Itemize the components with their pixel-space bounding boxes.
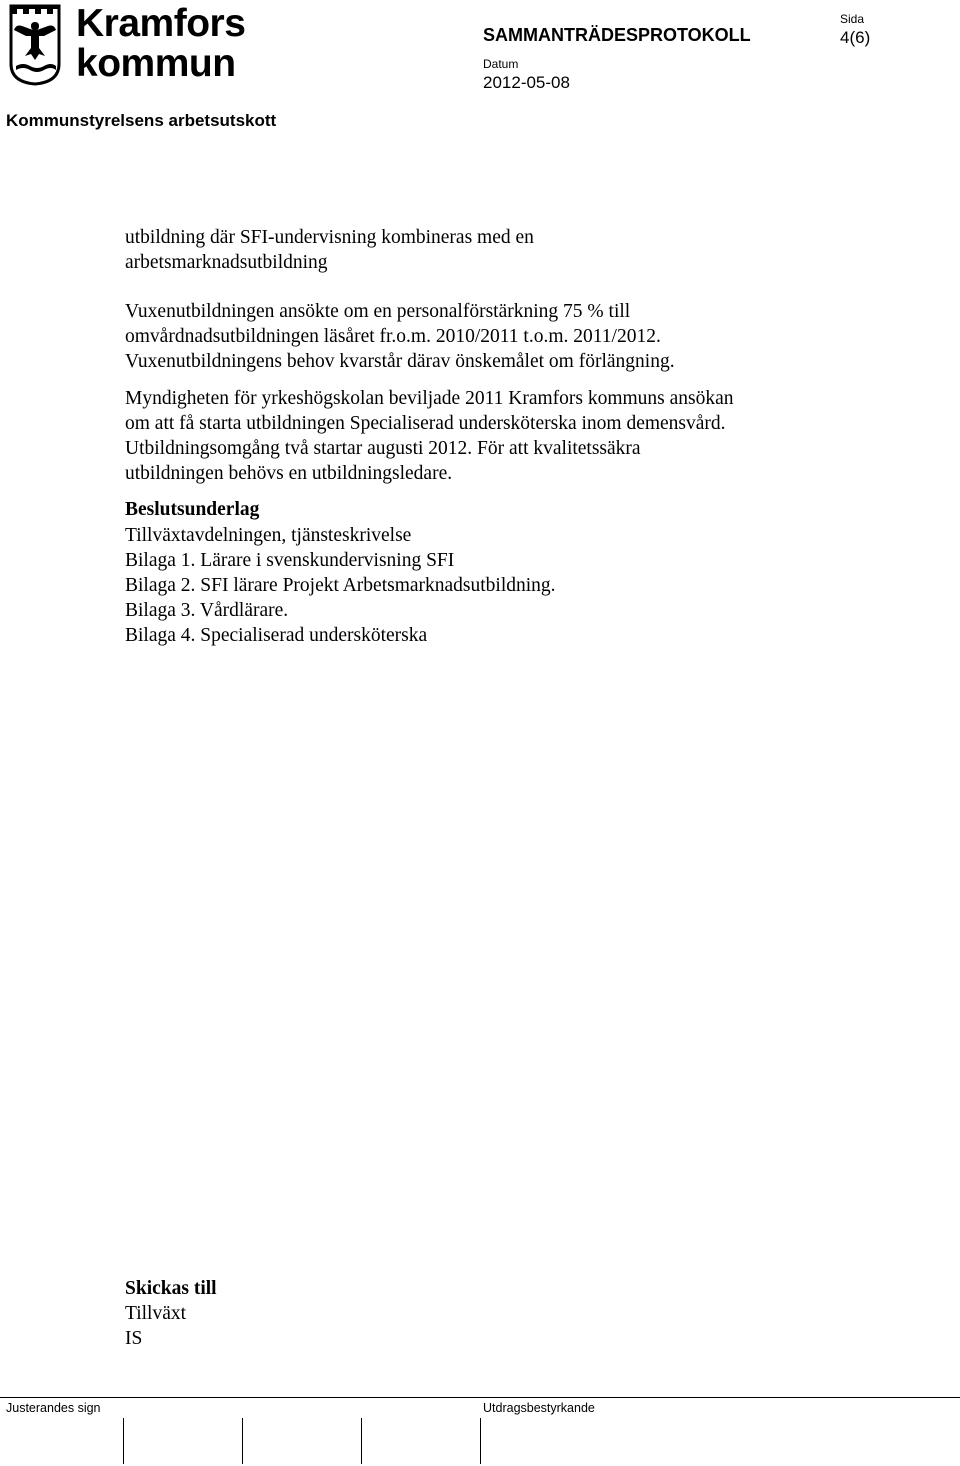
body-text-line: utbildningen behövs en utbildningsledare. — [125, 463, 453, 484]
beslutsunderlag-item: Bilaga 3. Vårdlärare. — [125, 600, 289, 621]
date-label: Datum — [483, 57, 519, 71]
body-text-line: Vuxenutbildningen ansökte om en personalförstärkning 75 % till — [125, 301, 631, 322]
body-text-line: Myndigheten för yrkeshögskolan beviljade 2011 Kramfors kommuns ansökan — [125, 388, 734, 409]
signature-box-divider — [361, 1418, 362, 1464]
beslutsunderlag-item: Bilaga 4. Specialiserad undersköterska — [125, 625, 428, 646]
beslutsunderlag-item: Bilaga 1. Lärare i svenskundervisning SFI — [125, 550, 455, 571]
logo-text-line2: kommun — [76, 42, 236, 85]
body-text-line: arbetsmarknadsutbildning — [125, 252, 328, 273]
beslutsunderlag-heading: Beslutsunderlag — [125, 499, 260, 520]
committee-name: Kommunstyrelsens arbetsutskott — [6, 111, 277, 130]
date-value: 2012-05-08 — [483, 73, 570, 92]
page-number: 4(6) — [840, 28, 871, 47]
municipal-crest-eagle-icon — [8, 4, 62, 86]
kramfors-logo — [4, 2, 254, 90]
footer-extract-label: Utdragsbestyrkande — [483, 1401, 595, 1415]
body-text-line: omvårdnadsutbildningen läsåret fr.o.m. 2010/2011 t.o.m. 2011/2012. — [125, 326, 661, 347]
skickas-till-item: IS — [125, 1328, 143, 1349]
beslutsunderlag-item: Bilaga 2. SFI lärare Projekt Arbetsmarknadsutbildning. — [125, 575, 556, 596]
document-type-title: SAMMANTRÄDESPROTOKOLL — [483, 25, 751, 45]
logo-text-line1: Kramfors — [76, 2, 246, 45]
skickas-till-item: Tillväxt — [125, 1303, 187, 1324]
footer-divider — [0, 1397, 960, 1398]
signature-box-divider — [123, 1418, 124, 1464]
beslutsunderlag-item: Tillväxtavdelningen, tjänsteskrivelse — [125, 525, 412, 546]
skickas-till-heading: Skickas till — [125, 1278, 217, 1299]
page-label: Sida — [840, 12, 865, 26]
footer-sign-label: Justerandes sign — [6, 1401, 101, 1415]
signature-box-divider — [480, 1418, 481, 1464]
body-text-line: om att få starta utbildningen Specialiserad undersköterska inom demensvård. — [125, 413, 726, 434]
body-text-line: Utbildningsomgång två startar augusti 2012. För att kvalitetssäkra — [125, 438, 641, 459]
body-text-line: Vuxenutbildningens behov kvarstår därav önskemålet om förlängning. — [125, 351, 675, 372]
body-text-line: utbildning där SFI-undervisning kombineras med en — [125, 227, 534, 248]
signature-box-divider — [242, 1418, 243, 1464]
